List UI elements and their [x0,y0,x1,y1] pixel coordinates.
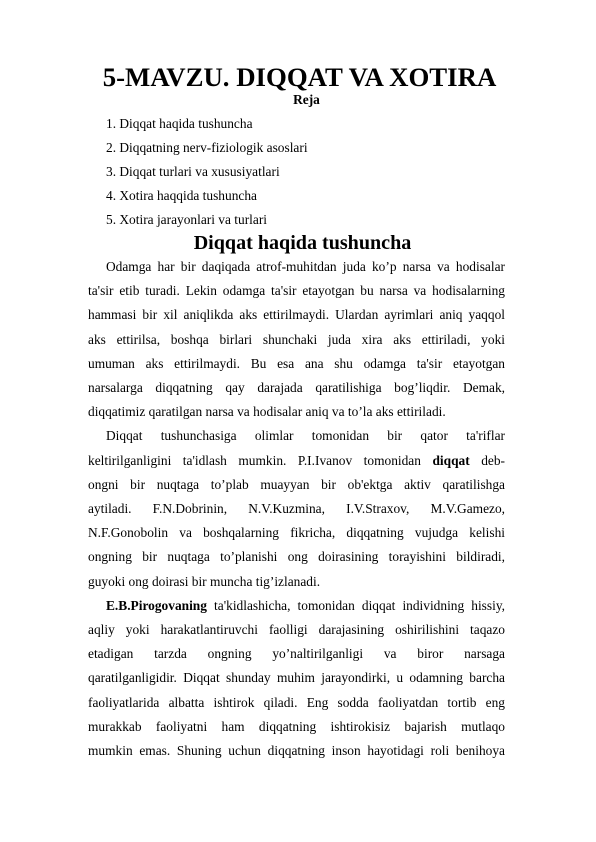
paragraph-text: keltirilganligini ta'idlash mumkin. P.I.Ivanov tomonidan [88,452,421,468]
paragraph-line: diqqatimiz qaratilgan narsa va hodisalar aniq va to’la aks ettiriladi. [88,404,446,420]
paragraph-line: etadigan tarzda ongning yo’naltirilganligi va biror narsaga [88,646,505,662]
plan-item: 5. Xotira jarayonlari va turlari [106,212,267,227]
paragraph-line: ta'sir etib turadi. Lekin odamga ta'sir etayotgan bu narsa va hodisalarning [88,283,505,299]
paragraph-line: hammasi bir xil aniqlikda aks ettirilmaydi. Ulardan ayrimlari aniq yaqqol [88,307,505,323]
plan-item: 1. Diqqat haqida tushuncha [106,116,253,131]
paragraph-line: umuman aks ettirilmaydi. Bu esa ana shu odamga ta'sir etayotgan [88,355,505,371]
paragraph-line: ongni bir nuqtaga to’plab muayyan bir ob'ektga aktiv qaratilishga [88,476,505,492]
section-heading: Diqqat haqida tushuncha [193,232,412,254]
paragraph-line: guyoki ong doirasi bir muncha tig’izlanadi. [88,573,321,589]
paragraph-2 [88,424,505,593]
paragraph-line [88,594,505,618]
paragraph-line: Diqqat tushunchasiga olimlar tomonidan bir qator ta'riflar [106,428,505,444]
plan-item: 4. Xotira haqqida tushuncha [106,188,257,203]
plan-heading: Reja [293,92,320,107]
paragraph-line [88,449,505,473]
paragraph-line: ongning bir nuqtaga to’planishi ong doirasining torayishini bildiradi, [88,549,505,565]
bold-term: diqqat [432,452,470,468]
paragraph-line: narsalarga diqqatning qay darajada qaratilishiga bog’liqdir. Demak, [88,380,505,396]
bold-term: E.B.Pirogovaning [106,597,207,613]
paragraph-1 [88,255,505,424]
paragraph-line: aytiladi. F.N.Dobrinin, N.V.Kuzmina, I.V.Straxov, M.V.Gamezo, [88,501,505,517]
document-page [88,62,505,763]
plan-item: 2. Diqqatning nerv-fiziologik asoslari [106,140,308,155]
paragraph-line: faoliyatlarida albatta ishtirok qiladi. Eng sodda faoliyatdan tortib eng [88,694,505,710]
paragraph-text: ta'kidlashicha, tomonidan diqqat individning hissiy, [214,597,505,613]
plan-list [88,112,505,232]
paragraph-line: mumkin emas. Shuning uchun diqqatning inson hayotidagi roli benihoya [88,743,505,759]
paragraph-3 [88,594,505,763]
plan-item: 3. Diqqat turlari va xususiyatlari [106,164,280,179]
paragraph-line: Odamga har bir daqiqada atrof-muhitdan juda ko’p narsa va hodisalar [106,259,505,274]
paragraph-line: murakkab faoliyatni ham diqqatning ishtirokisiz bajarish mutlaqo [88,718,505,734]
paragraph-line: aks ettirilsa, boshqa birlari shunchaki juda xira aks ettiriladi, yoki [88,331,505,347]
document-title: 5-MAVZU. DIQQAT VA XOTIRA [102,62,497,92]
paragraph-line: N.F.Gonobolin va boshqalarning fikricha, diqqatning vujudga kelishi [88,525,505,541]
paragraph-line: aqliy yoki harakatlantiruvchi faolligi darajasining oshirilishini taqazo [88,622,505,638]
paragraph-line: qaratilganligidir. Diqqat shunday muhim jarayondirki, u odamning barcha [88,670,505,686]
paragraph-text: deb- [481,452,505,468]
